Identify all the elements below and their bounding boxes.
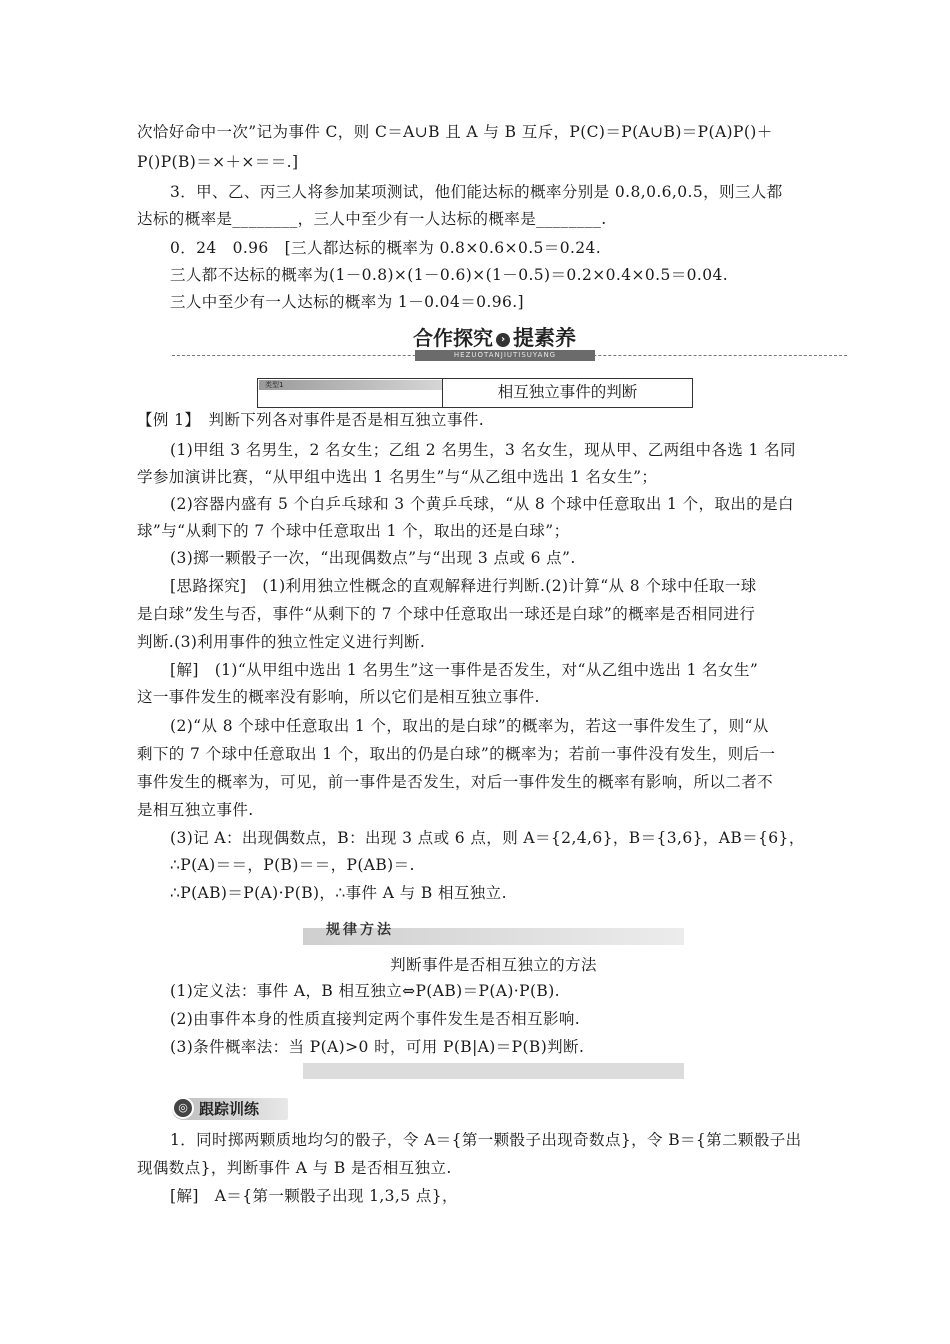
text-line: 是白球”发生与否，事件“从剩下的 7 个球中任意取出一球还是白球”的概率是否相同进行 (137, 605, 756, 623)
text-line: 三人中至少有一人达标的概率为 1－0.04＝0.96.] (170, 293, 524, 311)
method-item: (2)由事件本身的性质直接判定两个事件发生是否相互影响. (170, 1010, 581, 1028)
type-box (257, 378, 693, 408)
method-item: (3)条件概率法：当 P(A)>0 时，可用 P(B|A)＝P(B)判断. (170, 1038, 585, 1056)
training-label: 跟踪训练 (199, 1100, 260, 1118)
exercise-1: 1．同时掷两颗质地均匀的骰子，令 A＝{第一颗骰子出现奇数点}，令 B＝{第二颗骰子出 (170, 1131, 802, 1149)
text-line: 现偶数点}，判断事件 A 与 B 是否相互独立. (137, 1159, 452, 1177)
question-3: 3．甲、乙、丙三人将参加某项测试，他们能达标的概率分别是 0.8,0.6,0.5，则三人都 (170, 183, 783, 201)
text-line: 这一事件发生的概率没有影响，所以它们是相互独立事件. (137, 688, 540, 706)
method-title-text: 判断事件是否相互独立的方法 (390, 956, 597, 974)
text-line: 是相互独立事件. (137, 801, 254, 819)
method-bottom-bar (303, 1063, 684, 1079)
text-line: 球”与“从剩下的 7 个球中任意取出 1 个，取出的还是白球”； (137, 522, 570, 540)
text-line: 学参加演讲比赛，“从甲组中选出 1 名男生”与“从乙组中选出 1 名女生”； (137, 468, 658, 486)
example-heading: 【例 1】 判断下列各对事件是否是相互独立事件. (137, 411, 485, 429)
text-line: 判断.(3)利用事件的独立性定义进行判断. (137, 633, 426, 651)
banner-subtitle: HEZUOTANJIUTISUYANG (415, 350, 595, 361)
text-line: P()P(B)＝×＋×＝＝.] (137, 153, 299, 171)
target-icon: ◎ (172, 1097, 194, 1119)
text-line: (2)“从 8 个球中任意取出 1 个，取出的是白球”的概率为，若这一事件发生了，则“从 (170, 717, 769, 735)
text-line: (2)容器内盛有 5 个白乒乓球和 3 个黄乒乓球，“从 8 个球中任意取出 1 个，取出的是白 (170, 495, 794, 513)
text-line: 剩下的 7 个球中任意取出 1 个，取出的仍是白球”的概率为；若前一事件没有发生，则后一 (137, 745, 776, 763)
banner-title-right: 提素养 (513, 326, 576, 350)
type-title: 相互独立事件的判断 (497, 383, 638, 401)
text-line: 事件发生的概率为，可见，前一事件是否发生，对后一事件发生的概率有影响，所以二者不 (137, 773, 774, 791)
method-title (303, 955, 684, 975)
section-banner (413, 322, 613, 352)
text-line: (1)甲组 3 名男生，2 名女生；乙组 2 名男生，3 名女生，现从甲、乙两组中各选 1 名同 (170, 441, 796, 459)
method-item: (1)定义法：事件 A，B 相互独立⇔P(AB)＝P(A)·P(B). (170, 982, 560, 1000)
method-tag: 规律方法 (326, 922, 394, 938)
solution-line: [解] A＝{第一颗骰子出现 1,3,5 点}， (170, 1187, 458, 1205)
idea-heading: [思路探究] (1)利用独立性概念的直观解释进行判断.(2)计算“从 8 个球中任取一球 (170, 577, 757, 595)
text-line: 次恰好命中一次”记为事件 C，则 C＝A∪B 且 A 与 B 互斥，P(C)＝P(A∪B)＝P(A)P()＋ (137, 123, 773, 141)
solution-heading: [解] (1)“从甲组中选出 1 名男生”这一事件是否发生，对“从乙组中选出 1 名女生” (170, 661, 759, 679)
text-line: 达标的概率是________，三人中至少有一人达标的概率是________. (137, 210, 607, 228)
text-line: 三人都不达标的概率为(1－0.8)×(1－0.6)×(1－0.5)＝0.2×0.4×0.5＝0.04. (170, 266, 729, 284)
text-line: ∴P(AB)＝P(A)·P(B)，∴事件 A 与 B 相互独立. (170, 884, 507, 902)
arrow-icon: › (496, 333, 510, 347)
text-line: (3)掷一颗骰子一次，“出现偶数点”与“出现 3 点或 6 点”. (170, 549, 576, 567)
text-line: ∴P(A)＝＝，P(B)＝＝，P(AB)＝. (170, 856, 415, 874)
banner-title-left: 合作探究 (413, 326, 493, 350)
text-line: (3)记 A：出现偶数点，B：出现 3 点或 6 点，则 A＝{2,4,6}，B＝{3,6}，AB＝{6}， (170, 829, 805, 847)
answer-line: 0．24 0.96 [三人都达标的概率为 0.8×0.6×0.5＝0.24. (170, 239, 602, 257)
type-tag: 类型1 (259, 380, 442, 390)
